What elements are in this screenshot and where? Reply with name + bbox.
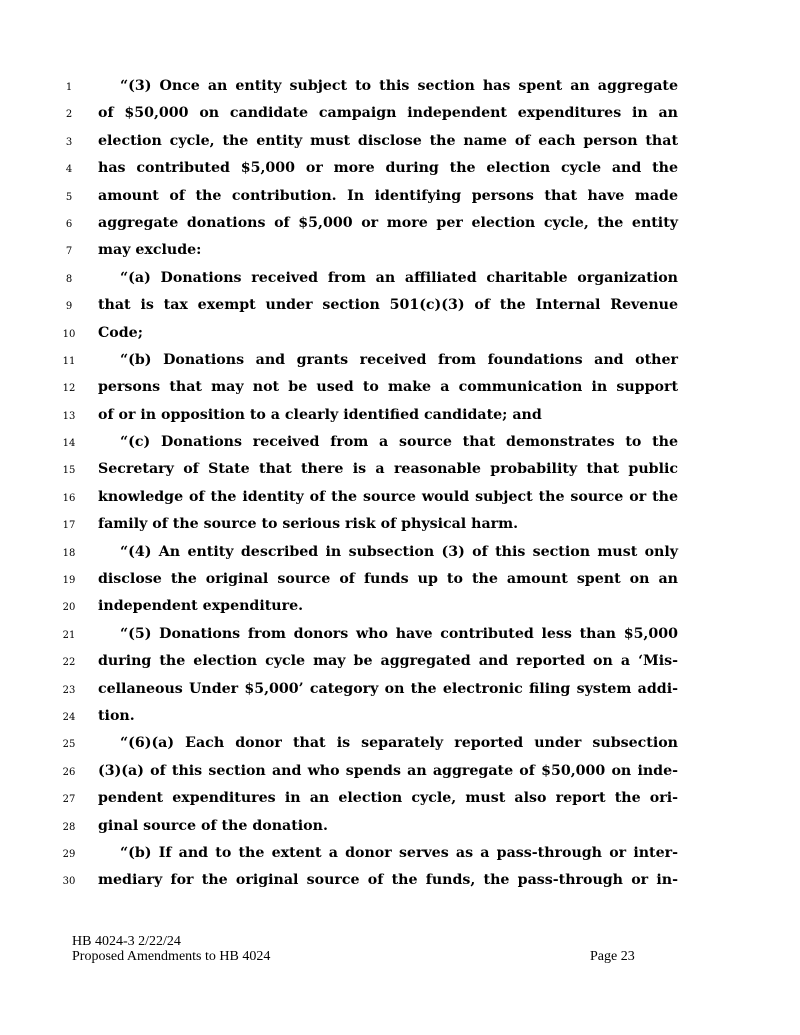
document-line xyxy=(0,759,800,786)
document-line xyxy=(0,868,800,895)
line-number: 25 xyxy=(62,739,76,751)
document-line xyxy=(0,211,800,238)
line-number: 21 xyxy=(62,629,76,641)
line-text: that is tax exempt under section 501(c)(3) of the Internal Revenue xyxy=(98,297,678,314)
line-text: aggregate donations of $5,000 or more per election cycle, the entity xyxy=(98,214,678,231)
line-number: 11 xyxy=(62,355,76,367)
line-number: 6 xyxy=(65,218,73,230)
line-text: amount of the contribution. In identifying persons that have made xyxy=(98,187,678,204)
line-text: of or in opposition to a clearly identified candidate; and xyxy=(98,406,542,423)
line-number: 16 xyxy=(62,492,76,504)
line-text: election cycle, the entity must disclose the name of each person that xyxy=(98,132,678,149)
document-body xyxy=(0,74,800,896)
line-text: “(5) Donations from donors who have contributed less than $5,000 xyxy=(120,625,678,642)
footer-amendment-row xyxy=(72,949,672,964)
line-text: mediary for the original source of the funds, the pass-through or in- xyxy=(98,872,678,889)
line-number: 12 xyxy=(62,383,76,395)
document-line xyxy=(0,74,800,101)
line-text: disclose the original source of funds up to the amount spent on an xyxy=(98,571,678,588)
document-line xyxy=(0,677,800,704)
line-text: “(a) Donations received from an affiliated charitable organization xyxy=(120,269,678,286)
document-line xyxy=(0,649,800,676)
line-number: 23 xyxy=(62,684,76,696)
line-number: 17 xyxy=(62,520,76,532)
line-text: pendent expenditures in an election cycle, must also report the ori- xyxy=(98,790,678,807)
document-line xyxy=(0,594,800,621)
line-number: 29 xyxy=(62,848,76,860)
line-number: 14 xyxy=(62,438,76,450)
line-number: 24 xyxy=(62,711,76,723)
line-number: 20 xyxy=(62,602,76,614)
document-line xyxy=(0,321,800,348)
document-line xyxy=(0,512,800,539)
line-number: 22 xyxy=(62,657,76,669)
line-text: persons that may not be used to make a communication in support xyxy=(98,379,678,396)
line-text: has contributed $5,000 or more during the election cycle and the xyxy=(98,160,678,177)
document-line xyxy=(0,704,800,731)
document-line xyxy=(0,184,800,211)
line-text: cellaneous Under $5,000’ category on the electronic filing system addi- xyxy=(98,680,678,697)
document-line xyxy=(0,430,800,457)
line-number: 28 xyxy=(62,821,76,833)
line-number: 4 xyxy=(65,164,73,176)
document-line xyxy=(0,156,800,183)
line-text: “(4) An entity described in subsection (3) of this section must only xyxy=(120,543,678,560)
line-text: “(c) Donations received from a source that demonstrates to the xyxy=(120,434,678,451)
line-text: “(6)(a) Each donor that is separately reported under subsection xyxy=(120,735,678,752)
line-text: during the election cycle may be aggregated and reported on a ‘Mis- xyxy=(98,653,678,670)
line-number: 8 xyxy=(65,273,73,285)
document-line xyxy=(0,622,800,649)
page-number: Page 23 xyxy=(590,949,635,964)
line-number: 3 xyxy=(65,136,73,148)
line-number: 30 xyxy=(62,876,76,888)
document-line xyxy=(0,403,800,430)
line-number: 13 xyxy=(62,410,76,422)
line-text: family of the source to serious risk of physical harm. xyxy=(98,516,519,533)
document-line xyxy=(0,375,800,402)
line-text: ginal source of the donation. xyxy=(98,817,328,834)
line-number: 7 xyxy=(65,246,73,258)
line-text: knowledge of the identity of the source would subject the source or the xyxy=(98,488,678,505)
line-text: “(b) Donations and grants received from foundations and other xyxy=(120,351,678,368)
line-number: 15 xyxy=(62,465,76,477)
document-line xyxy=(0,348,800,375)
line-text: Secretary of State that there is a reasonable probability that public xyxy=(98,461,678,478)
line-text: independent expenditure. xyxy=(98,598,304,615)
document-line xyxy=(0,731,800,758)
footer-amendment-line: Proposed Amendments to HB 4024 xyxy=(72,949,271,964)
document-line xyxy=(0,266,800,293)
line-text: “(3) Once an entity subject to this section has spent an aggregate xyxy=(120,78,678,94)
line-text: Code; xyxy=(98,324,143,341)
line-text: may exclude: xyxy=(98,242,202,259)
document-line xyxy=(0,814,800,841)
line-text: “(b) If and to the extent a donor serves as a pass-through or inter- xyxy=(120,844,678,861)
line-number: 9 xyxy=(65,301,73,313)
document-line xyxy=(0,293,800,320)
line-number: 1 xyxy=(65,82,73,93)
page-footer xyxy=(72,934,672,964)
document-line xyxy=(0,841,800,868)
document-line xyxy=(0,457,800,484)
line-number: 5 xyxy=(65,191,73,203)
document-line xyxy=(0,238,800,265)
document-line xyxy=(0,786,800,813)
footer-bill-line: HB 4024-3 2/22/24 xyxy=(72,934,181,949)
line-text: of $50,000 on candidate campaign independent expenditures in an xyxy=(98,105,678,122)
line-text: tion. xyxy=(98,707,135,724)
line-number: 26 xyxy=(62,766,76,778)
document-line xyxy=(0,540,800,567)
document-line xyxy=(0,567,800,594)
document-line xyxy=(0,485,800,512)
line-number: 2 xyxy=(65,109,73,121)
line-number: 18 xyxy=(62,547,76,559)
line-number: 10 xyxy=(62,328,76,340)
line-number: 19 xyxy=(62,575,76,587)
line-number: 27 xyxy=(62,794,76,806)
line-text: (3)(a) of this section and who spends an aggregate of $50,000 on inde- xyxy=(98,762,678,779)
document-line xyxy=(0,129,800,156)
document-line xyxy=(0,101,800,128)
